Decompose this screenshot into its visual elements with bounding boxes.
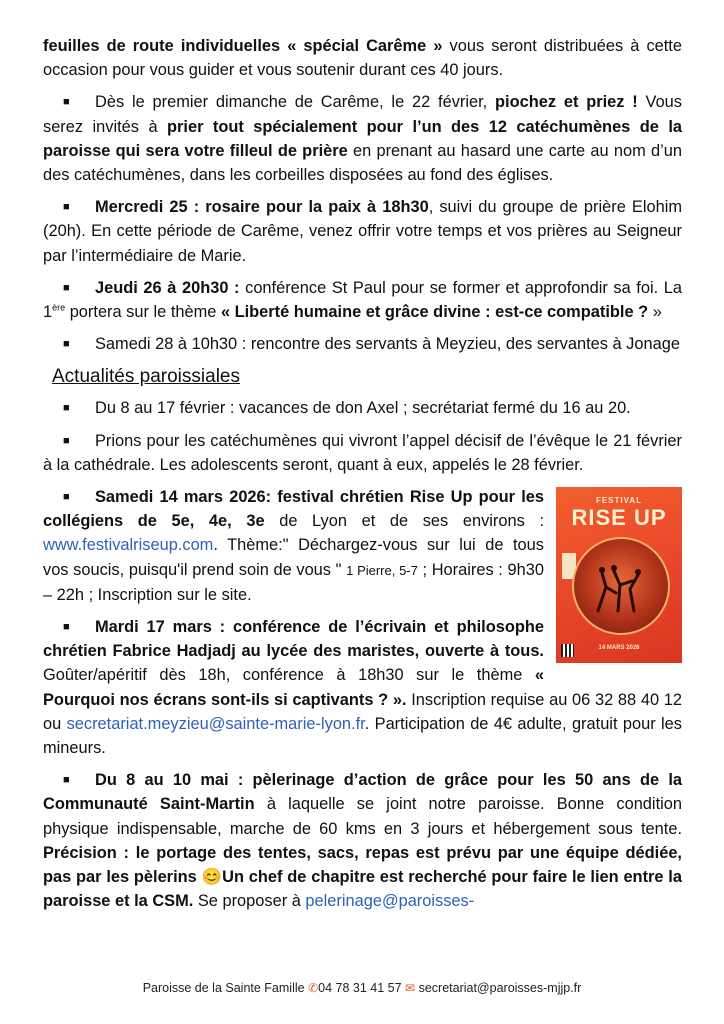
- bullet-icon: ■: [63, 491, 70, 504]
- bullet-icon: ■: [63, 402, 70, 415]
- paragraph-servants: ■ Samedi 28 à 10h30 : rencontre des servants à Meyzieu, des servantes à Jonage: [43, 332, 682, 356]
- secretariat-meyzieu-email-link[interactable]: secretariat.meyzieu@sainte-marie-lyon.fr: [66, 714, 365, 733]
- paragraph-catechumenes: ■ Prions pour les catéchumènes qui vivront l’appel décisif de l’évêque le 21 février à la cathédrale. Les adolescents seront, quant à eux, appelés le 28 février.: [43, 429, 682, 477]
- paragraph-rise-up: ■ Samedi 14 mars 2026: festival chrétien Rise Up pour les collégiens de 5e, 4e, 3e de Lyon et de ses environs : www.festivalriseup.com. Thème:" Déchargez-vous sur lui de tous vos soucis, puisqu'il prend soin de vous " 1 Pierre, 5-7 ; Horaires : 9h30 – 22h ; Inscription sur le site.: [43, 485, 682, 607]
- rise-up-poster-image: [556, 487, 682, 663]
- bullet-icon: ■: [63, 434, 70, 447]
- poster-dancers-illustration: [588, 563, 648, 613]
- paragraph-conference-st-paul: ■ Jeudi 26 à 20h30 : conférence St Paul pour se former et approfondir sa foi. La 1ère portera sur le thème « Liberté humaine et grâce divine : est-ce compatible ? »: [43, 276, 682, 324]
- poster-festival-label: FESTIVAL: [595, 496, 643, 506]
- page-footer: [0, 981, 724, 995]
- poster-date: 14 MARS 2026: [598, 645, 640, 652]
- paragraph-piochez-priez: ■ Dès le premier dimanche de Carême, le 22 février, piochez et priez ! Vous serez invités à prier tout spécialement pour l’un des 12 catéchumènes de la paroisse qui sera votre filleul de prière en prenant au hasard une carte au nom d’un des catéchumènes, dans les corbeilles disposées au fond des églises.: [43, 90, 682, 187]
- footer-phone: 04 78 31 41 57: [318, 981, 402, 995]
- qr-code-icon: [561, 644, 574, 657]
- paragraph-hadjadj: ■ Mardi 17 mars : conférence de l’écrivain et philosophe chrétien Fabrice Hadjadj au lycée des maristes, ouverte à tous. Goûter/apéritif dès 18h, conférence à 18h30 sur le thème « Pourquoi nos écrans sont-ils si captivants ? ». Inscription requise au 06 32 88 40 12 ou secretariat.meyzieu@sainte-marie-lyon.fr. Participation de 4€ adulte, gratuit pour les mineurs.: [43, 615, 682, 760]
- paragraph-vacances: ■ Du 8 au 17 février : vacances de don Axel ; secrétariat fermé du 16 au 20.: [43, 396, 682, 420]
- bullet-icon: ■: [63, 201, 70, 214]
- footer-org: Paroisse de la Sainte Famille: [142, 981, 305, 995]
- bullet-icon: ■: [63, 96, 70, 109]
- phone-icon: ✆: [308, 981, 319, 995]
- document-page: [43, 34, 682, 922]
- bullet-icon: ■: [63, 338, 70, 351]
- bullet-icon: ■: [63, 281, 70, 294]
- bullet-icon: ■: [63, 774, 70, 787]
- footer-email: secretariat@paroisses-mjjp.fr: [418, 981, 582, 995]
- bullet-icon: ■: [63, 621, 70, 634]
- poster-title: RISE UP: [571, 505, 667, 531]
- paragraph-pelerinage: ■ Du 8 au 10 mai : pèlerinage d’action de grâce pour les 50 ans de la Communauté Saint-Martin à laquelle se joint notre paroisse. Bonne condition physique indispensable, marche de 60 kms en 3 jours et hébergement sous tente. Précision : le portage des tentes, sacs, repas est prévu par une équipe dédiée, pas par les pèlerins 😊Un chef de chapitre est recherché pour faire le lien entre la paroisse et la CSM. Se proposer à pelerinage@paroisses-: [43, 768, 682, 913]
- pelerinage-email-link[interactable]: pelerinage@paroisses-: [305, 892, 475, 911]
- envelope-icon: ✉: [405, 981, 416, 995]
- paragraph-carême-roadmaps: feuilles de route individuelles « spécial Carême » vous seront distribuées à cette occasion pour vous guider et vous soutenir durant ces 40 jours.: [43, 37, 682, 80]
- smiley-icon: 😊: [201, 868, 223, 887]
- festival-link[interactable]: www.festivalriseup.com: [43, 536, 214, 555]
- paragraph-rosaire: ■ Mercredi 25 : rosaire pour la paix à 18h30, suivi du groupe de prière Elohim (20h). En cette période de Carême, venez offrir votre temps et vos prières au Seigneur par l’intermédiaire de Marie.: [43, 195, 682, 268]
- section-title: Actualités paroissiales: [52, 366, 240, 388]
